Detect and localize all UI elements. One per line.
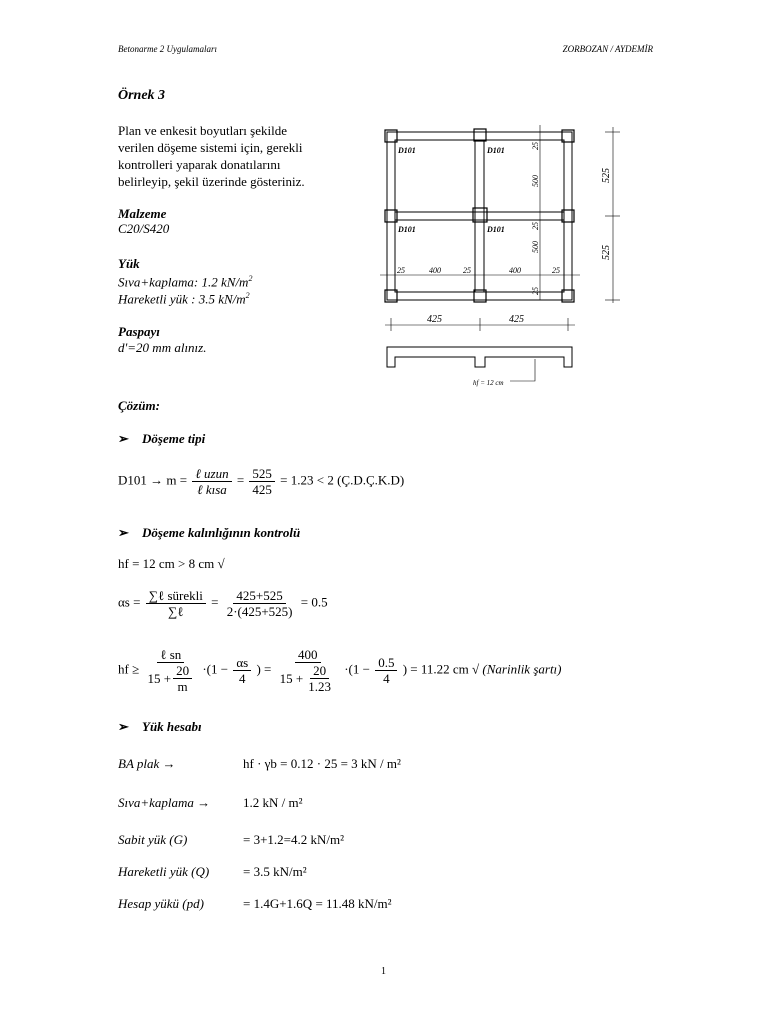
dim-400-b: 400 [509, 266, 521, 275]
dim-425-left: 425 [427, 314, 442, 325]
dim-25-v1: 25 [531, 142, 540, 150]
dim-525-bottom: 525 [601, 245, 612, 260]
material-value: C20/S420 [118, 221, 170, 236]
section-thickness: ➢ Döşeme kalınlığının kontrolü [118, 525, 301, 540]
dim-500-v2: 500 [531, 241, 540, 253]
hf-label: hf = 12 cm [473, 379, 504, 387]
slab-label-d101-4: D101 [487, 225, 505, 234]
equation-hf-slenderness: hf ≥ ℓ sn 15 + $\frac{20}{m}$ ·(1 − $\frac{\alpha s}{4}$ ) = 400 15 + $\frac{20}{1.23}$ ·(1 − $\frac{0.5}{4}$ ) = 11.22 cm √ (Narinlik şartı) [118, 647, 562, 694]
problem-statement: Plan ve enkesit boyutları şekilde verilen döşeme sistemi için, gerekli kontrolleri yaparak donatılarını belirleyip, şekil üzerinde gösteriniz. [118, 123, 305, 189]
page-number: 1 [381, 966, 386, 977]
load-plaster: Sıva+kaplama: 1.2 $kN/m^2$ [118, 274, 253, 290]
dim-400-a: 400 [429, 266, 441, 275]
section-slab-type: ➢ Döşeme tipi [118, 431, 206, 446]
equation-hf-min: hf = 12 cm > 8 cm √ [118, 556, 225, 571]
slab-label-d101-2: D101 [487, 146, 505, 155]
header-left: Betonarme 2 Uygulamaları [118, 44, 217, 54]
solution-heading: Çözüm: [118, 398, 160, 413]
cover-value: d'=20 mm alınız. [118, 340, 207, 355]
header-right: ZORBOZAN / AYDEMİR [562, 44, 653, 54]
load-live: Hareketli yük : 3.5 $kN/m^2$ [118, 291, 250, 307]
slab-label-d101-1: D101 [398, 146, 416, 155]
dim-525-top: 525 [601, 168, 612, 183]
material-heading: Malzeme [118, 206, 167, 221]
dim-25-a: 25 [397, 266, 405, 275]
section-loads: ➢ Yük hesabı [118, 719, 202, 734]
dim-25-v3: 25 [531, 287, 540, 295]
equation-alpha: αs = $\frac{\text{∑ℓ sürekli}}{\text{∑ℓ}}$ = $\frac{425+525}{2\cdot(425+525)}$ = 0.5 [118, 588, 328, 619]
example-title: Örnek 3 [118, 88, 166, 103]
dim-500-v1: 500 [531, 175, 540, 187]
cover-heading: Paspayı [118, 324, 160, 339]
dim-25-c: 25 [552, 266, 560, 275]
slab-label-d101-3: D101 [398, 225, 416, 234]
equation-m: D101 → m = $\frac{\text{ℓ uzun}}{\text{ℓ kısa}}$ = $\frac{525}{425}$ = 1.23 < 2 (Ç.D.Ç.K.D) [118, 466, 405, 497]
floor-plan-drawing [375, 115, 625, 395]
dim-25-b: 25 [463, 266, 471, 275]
plan-inner-edge [395, 140, 564, 292]
dim-25-v2: 25 [531, 222, 540, 230]
load-heading: Yük [118, 256, 140, 271]
dim-425-right: 425 [509, 314, 524, 325]
